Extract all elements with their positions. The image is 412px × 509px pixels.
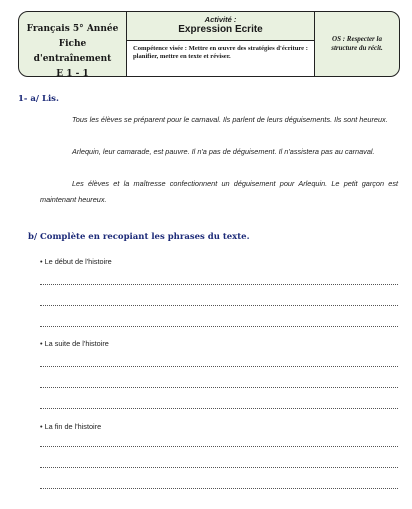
answer-line[interactable]: [40, 305, 398, 306]
answer-line[interactable]: [40, 467, 398, 468]
answer-line[interactable]: [40, 366, 398, 367]
answer-line[interactable]: [40, 326, 398, 327]
objective-text: OS : Respecter la structure du récit.: [314, 12, 399, 76]
paragraph-3-text: Les élèves et la maîtresse confectionnent un déguisement pour Arlequin. Le petit garçon est maintenant heureux.: [40, 179, 398, 204]
header-activity: [127, 12, 314, 76]
activity-title: Expression Ecrite: [178, 24, 263, 35]
paragraph-1: [40, 112, 398, 128]
competence-text: Compétence visée : Mettre en œuvre des stratégies d'écriture : planifier, mettre en texte et réviser.: [127, 41, 314, 77]
sheet-code: E 1 - 1: [56, 69, 89, 77]
header-class-info: [19, 12, 127, 76]
item-suite-label: • La suite de l'histoire: [40, 339, 109, 348]
section2-title: b/ Complète en recopiant les phrases du texte.: [28, 232, 250, 242]
answer-line[interactable]: [40, 446, 398, 447]
answer-line[interactable]: [40, 284, 398, 285]
answer-line[interactable]: [40, 488, 398, 489]
paragraph-2: [40, 144, 398, 160]
paragraph-2-text: Arlequin, leur camarade, est pauvre. Il n'a pas de déguisement. Il n'assistera pas au carnaval.: [72, 147, 375, 156]
header-box: [18, 11, 400, 77]
activity-label: Activité :: [204, 15, 237, 24]
class-level: Français 5° Année: [26, 24, 119, 34]
item-fin-label: • La fin de l'histoire: [40, 422, 102, 431]
item-debut-label: • Le début de l'histoire: [40, 257, 112, 266]
answer-line[interactable]: [40, 408, 398, 409]
paragraph-3: [40, 176, 398, 208]
answer-line[interactable]: [40, 387, 398, 388]
paragraph-1-text: Tous les élèves se préparent pour le carnaval. Ils parlent de leurs déguisements. Ils sont heureux.: [72, 115, 388, 124]
sheet-type: Fiche d'entraînement: [33, 39, 112, 64]
section1-title: 1- a/ Lis.: [18, 94, 59, 104]
